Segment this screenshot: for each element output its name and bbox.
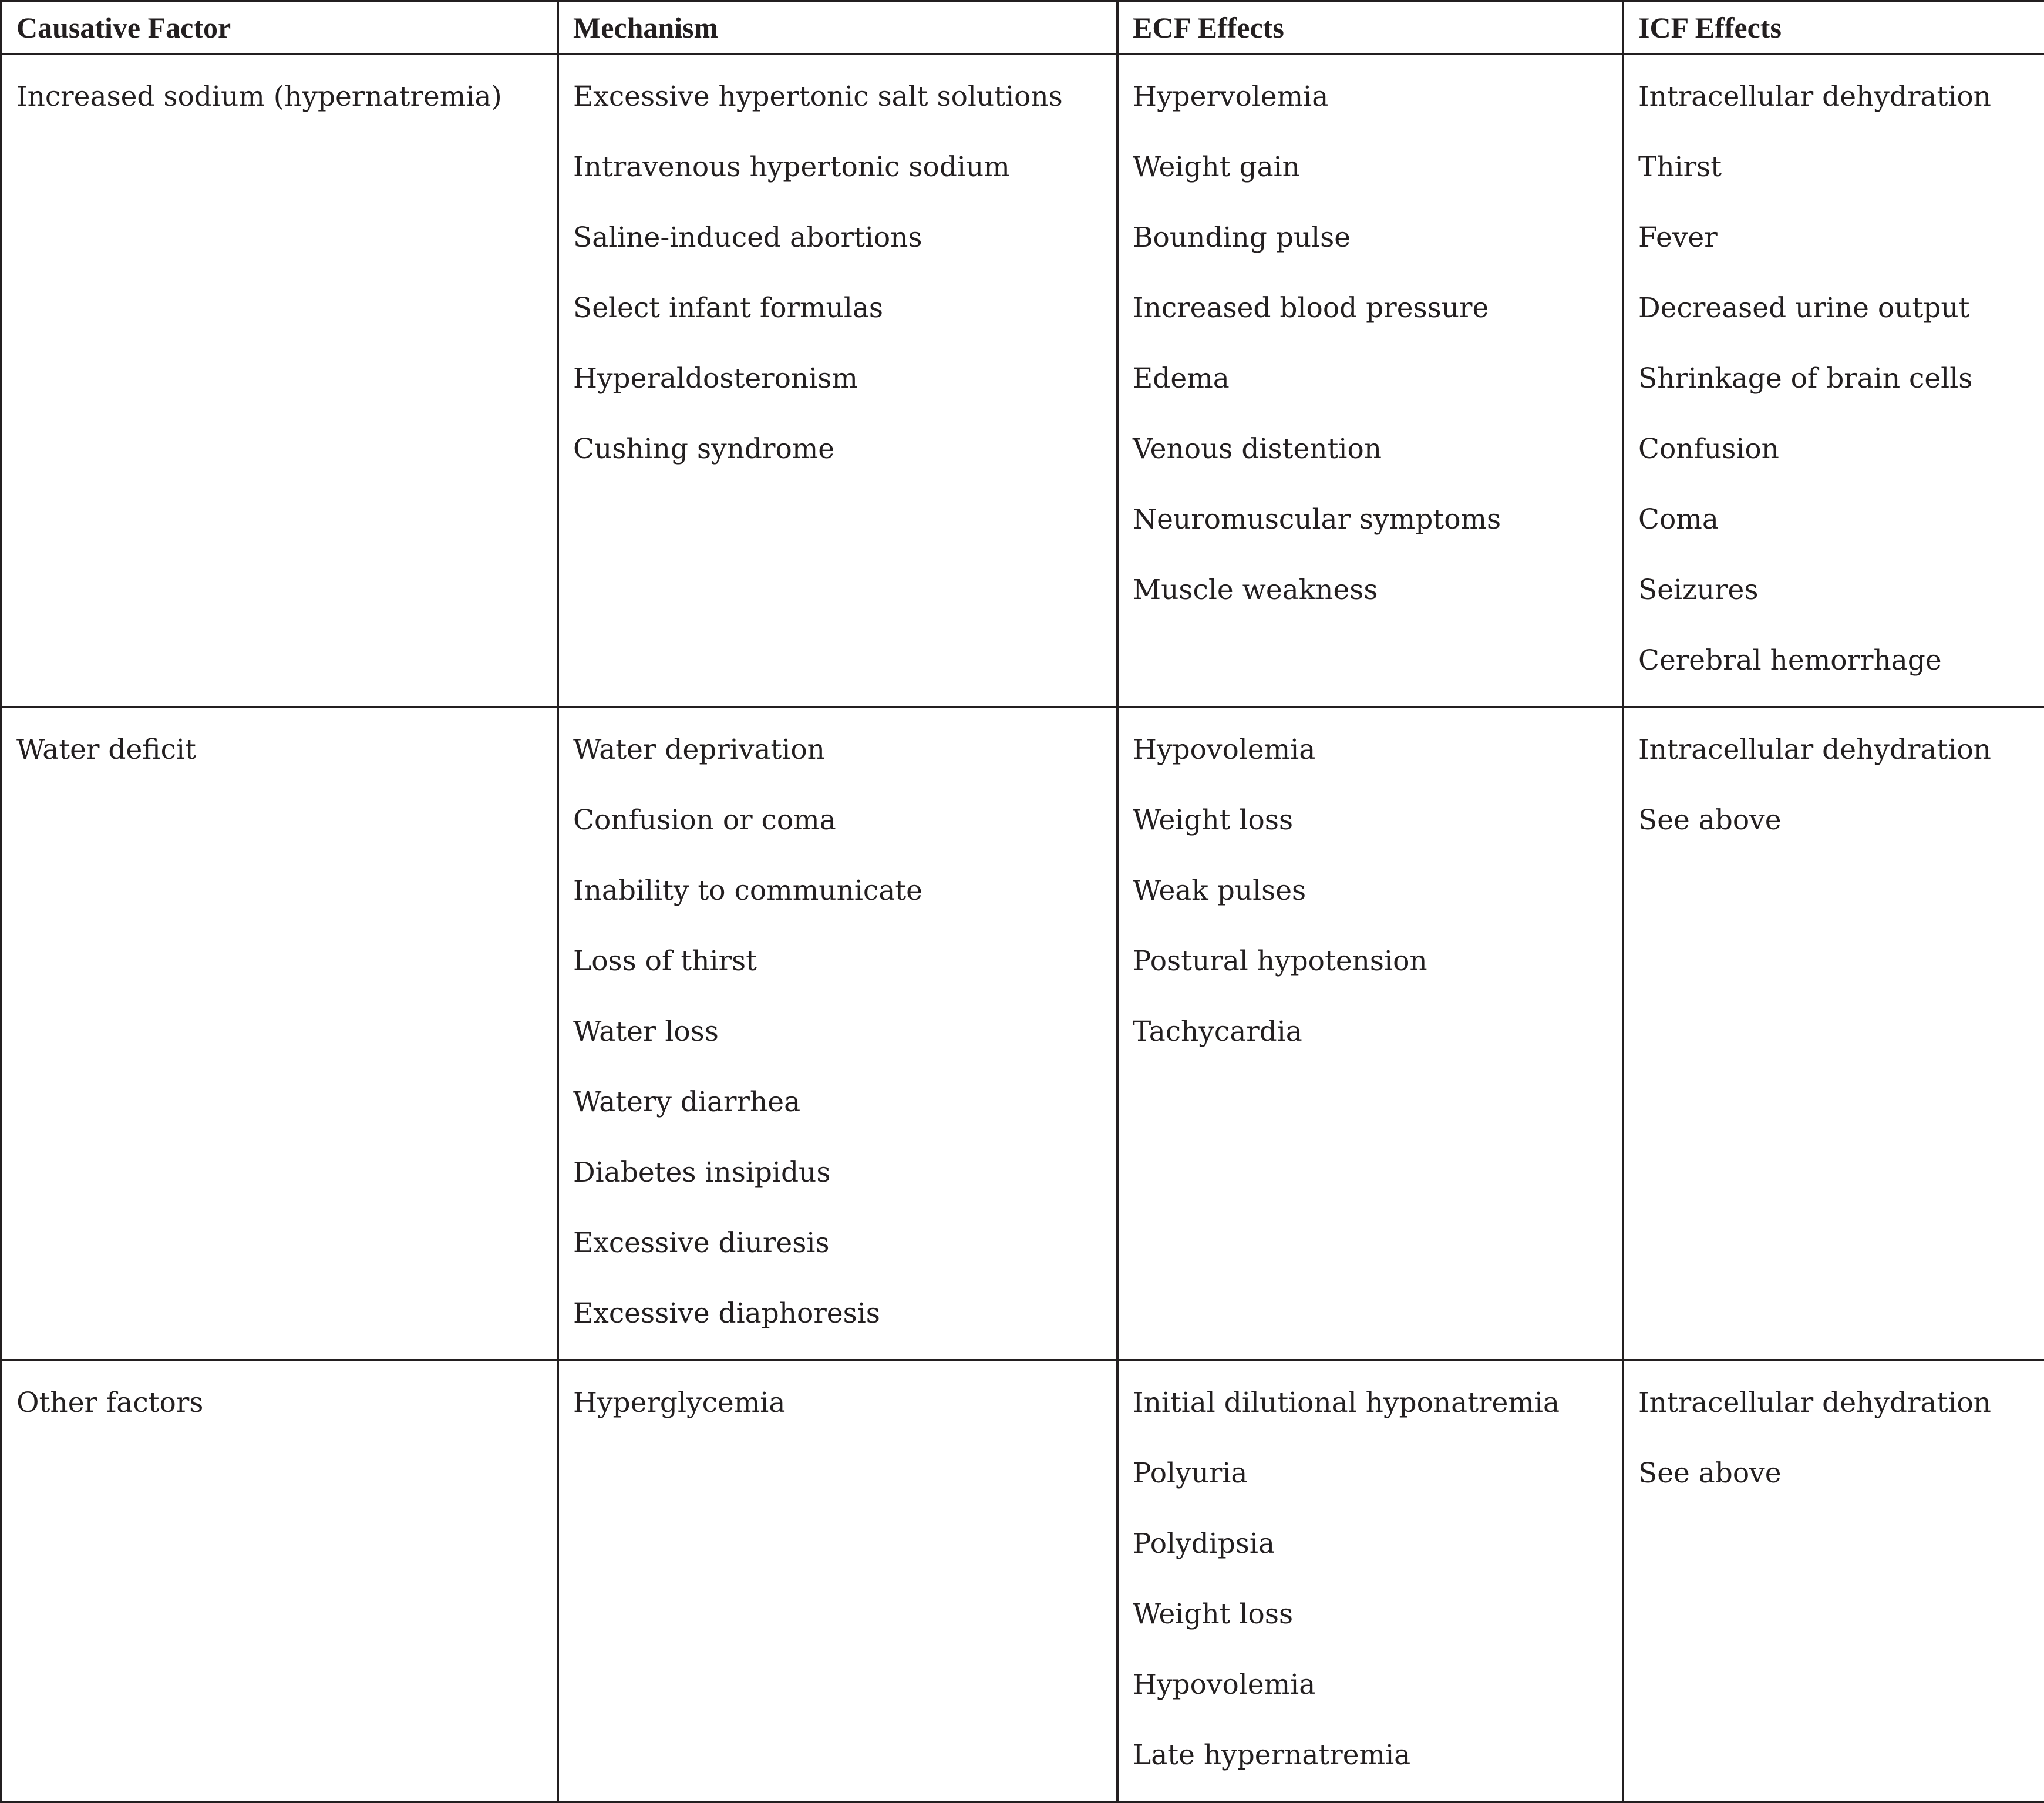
ecf-effect-item: Venous distention xyxy=(1133,433,1382,465)
factor-label: Other factors xyxy=(16,1387,204,1419)
ecf-effect-item: Bounding pulse xyxy=(1133,221,1351,254)
ecf-effect-item: Weak pulses xyxy=(1133,874,1306,907)
table-row xyxy=(1,707,2044,1360)
mechanism-item: Water loss xyxy=(573,1015,719,1048)
mechanism-item: Loss of thirst xyxy=(573,945,757,977)
table-row xyxy=(1,1360,2044,1802)
ecf-effect-item: Polydipsia xyxy=(1133,1528,1275,1560)
ecf-effect-item: Postural hypotension xyxy=(1133,945,1427,977)
ecf-effect-item: Weight gain xyxy=(1133,151,1300,183)
mechanism-item: Excessive hypertonic salt solutions xyxy=(573,80,1063,113)
icf-effects-cell xyxy=(1623,1360,2044,1802)
mechanism-item: Watery diarrhea xyxy=(573,1086,801,1118)
header-mechanism: Mechanism xyxy=(558,1,1117,54)
ecf-effect-item: Hypovolemia xyxy=(1133,734,1316,766)
mechanism-item: Cushing syndrome xyxy=(573,433,835,465)
factor-cell xyxy=(1,707,558,1360)
mechanism-item: Hyperaldosteronism xyxy=(573,362,858,395)
icf-effects-cell xyxy=(1623,707,2044,1360)
table-row xyxy=(1,54,2044,707)
icf-effect-item: Confusion xyxy=(1638,433,1779,465)
icf-effect-item: Intracellular dehydration xyxy=(1638,734,1991,766)
icf-effect-item: See above xyxy=(1638,804,1782,836)
mechanism-item: Excessive diaphoresis xyxy=(573,1297,880,1330)
factor-cell xyxy=(1,1360,558,1802)
ecf-effect-item: Late hypernatremia xyxy=(1133,1739,1411,1771)
header-icf-effects: ICF Effects xyxy=(1623,1,2044,54)
mechanism-item: Confusion or coma xyxy=(573,804,836,836)
mechanism-item: Select infant formulas xyxy=(573,292,883,324)
icf-effect-item: Seizures xyxy=(1638,574,1759,606)
icf-effect-item: Decreased urine output xyxy=(1638,292,1970,324)
icf-effect-item: Intracellular dehydration xyxy=(1638,80,1991,113)
ecf-effect-item: Tachycardia xyxy=(1133,1015,1302,1048)
icf-effect-item: Fever xyxy=(1638,221,1718,254)
icf-effect-item: Intracellular dehydration xyxy=(1638,1387,1991,1419)
mechanism-cell xyxy=(558,1360,1117,1802)
mechanism-item: Inability to communicate xyxy=(573,874,922,907)
icf-effect-item: Cerebral hemorrhage xyxy=(1638,644,1942,677)
factor-label: Water deficit xyxy=(16,734,196,766)
icf-effect-item: Coma xyxy=(1638,503,1719,536)
icf-effects-cell xyxy=(1623,54,2044,707)
mechanism-item: Hyperglycemia xyxy=(573,1387,786,1419)
mechanism-item: Water deprivation xyxy=(573,734,825,766)
ecf-effects-cell xyxy=(1117,1360,1623,1802)
ecf-effect-item: Edema xyxy=(1133,362,1230,395)
factor-cell xyxy=(1,54,558,707)
mechanism-cell xyxy=(558,707,1117,1360)
ecf-effect-item: Weight loss xyxy=(1133,804,1294,836)
ecf-effects-cell xyxy=(1117,707,1623,1360)
ecf-effect-item: Hypovolemia xyxy=(1133,1669,1316,1701)
icf-effect-item: Thirst xyxy=(1638,151,1722,183)
mechanism-item: Diabetes insipidus xyxy=(573,1156,831,1189)
mechanism-item: Saline-induced abortions xyxy=(573,221,922,254)
header-causative-factor: Causative Factor xyxy=(1,1,558,54)
mechanism-item: Intravenous hypertonic sodium xyxy=(573,151,1010,183)
mechanism-item: Excessive diuresis xyxy=(573,1227,830,1259)
ecf-effects-cell xyxy=(1117,54,1623,707)
ecf-effect-item: Muscle weakness xyxy=(1133,574,1378,606)
ecf-effect-item: Hypervolemia xyxy=(1133,80,1329,113)
icf-effect-item: Shrinkage of brain cells xyxy=(1638,362,1973,395)
ecf-effect-item: Polyuria xyxy=(1133,1457,1248,1489)
icf-effect-item: See above xyxy=(1638,1457,1782,1489)
ecf-effect-item: Increased blood pressure xyxy=(1133,292,1489,324)
ecf-effect-item: Initial dilutional hyponatremia xyxy=(1133,1387,1560,1419)
ecf-effect-item: Weight loss xyxy=(1133,1598,1294,1630)
table-header-row xyxy=(1,1,2044,54)
ecf-effect-item: Neuromuscular symptoms xyxy=(1133,503,1501,536)
header-ecf-effects: ECF Effects xyxy=(1117,1,1623,54)
mechanism-cell xyxy=(558,54,1117,707)
factor-label: Increased sodium (hypernatremia) xyxy=(16,80,502,113)
